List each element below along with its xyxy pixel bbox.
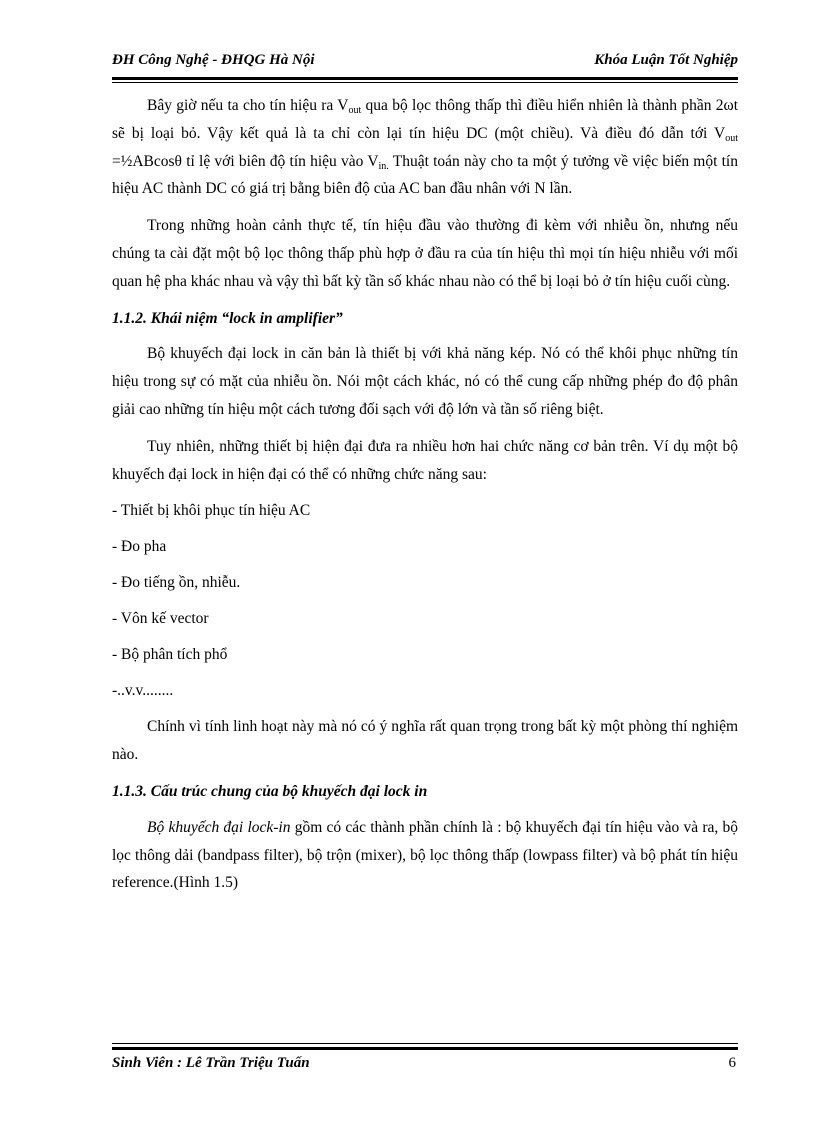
- list-item: - Bộ phân tích phổ: [112, 646, 228, 664]
- list-item: - Thiết bị khôi phục tín hiệu AC: [112, 502, 311, 520]
- paragraph-lockin-definition: Bộ khuyếch đại lock in căn bản là thiết bị với khả năng kép. Nó có thể khôi phục những tín hiệu trong sự có mặt của nhiễu ồn. Nói một cách khác, nó có thể cung cấp những phép đo độ phân giải cao những tín hiệu một cách tương đối sạch với độ lớn và tần số riêng biệt.: [112, 345, 738, 418]
- footer-student-name: Sinh Viên : Lê Trần Triệu Tuấn: [112, 1055, 310, 1071]
- paragraph-noise: Trong những hoàn cảnh thực tế, tín hiệu đầu vào thường đi kèm với nhiễu ồn, nhưng nếu chúng ta cài đặt một bộ lọc thông thấp phù hợp ở đầu ra của tín hiệu thì mọi tín hiệu nhiễu với mối quan hệ pha khác nhau và vậy thì bất kỳ tần số khác nhau nào có thể bị loại bỏ ở tín hiệu cuối cùng.: [112, 217, 738, 290]
- paragraph-flexibility: Chính vì tính linh hoạt này mà nó có ý nghĩa rất quan trọng trong bất kỳ một phòng thí nghiệm nào.: [112, 718, 738, 764]
- paragraph-structure: Bộ khuyếch đại lock-in gồm có các thành phần chính là : bộ khuyếch đại tín hiệu vào và ra, bộ lọc thông dải (bandpass filter), bộ trộn (mixer), bộ lọc thông thấp (lowpass filter) và bộ phát tín hiệu reference.(Hình 1.5): [112, 818, 738, 892]
- paragraph-modern-functions: Tuy nhiên, những thiết bị hiện đại đưa ra nhiều hơn hai chức năng cơ bản trên. Ví dụ một bộ khuyếch đại lock in hiện đại có thể có những chức năng sau:: [112, 437, 738, 483]
- header-institution: ĐH Công Nghệ - ĐHQG Hà Nội: [112, 52, 315, 68]
- page-footer: [112, 1053, 738, 1079]
- header-rule-thick: [112, 77, 738, 80]
- page-number: 6: [728, 1055, 736, 1071]
- list-item: - Đo tiếng ồn, nhiễu.: [112, 574, 241, 592]
- section-heading-1-1-3: 1.1.3. Cấu trúc chung của bộ khuyếch đại lock in: [112, 782, 428, 800]
- footer-rule-thin: [112, 1043, 738, 1044]
- list-item: - Đo pha: [112, 538, 167, 556]
- paragraph-vout-lowpass: Bây giờ nếu ta cho tín hiệu ra $V_{out}$ qua bộ lọc thông thấp thì điều hiển nhiên là thành phần 2ωt sẽ bị loại bỏ. Vậy kết quả là ta chỉ còn lại tín hiệu DC (một chiều). Và điều đó dẫn tới $V_{out}$ =½ABcosθ tỉ lệ với biên độ tín hiệu vào $V_{in.}$ Thuật toán này cho ta một ý tưởng về việc biến một tín hiệu AC thành DC có giá trị bằng biên độ của AC ban đầu nhân với N lần.: [112, 97, 738, 198]
- section-heading-1-1-2: 1.1.2. Khái niệm “lock in amplifier”: [112, 309, 343, 327]
- page-body: [112, 92, 738, 906]
- list-item: - Vôn kế vector: [112, 610, 209, 628]
- page-header: [112, 50, 738, 76]
- header-thesis-title: Khóa Luận Tốt Nghiệp: [594, 52, 738, 68]
- footer-rule-thick: [112, 1047, 738, 1050]
- list-item: -..v.v........: [112, 682, 174, 700]
- header-rule-thin: [112, 82, 738, 83]
